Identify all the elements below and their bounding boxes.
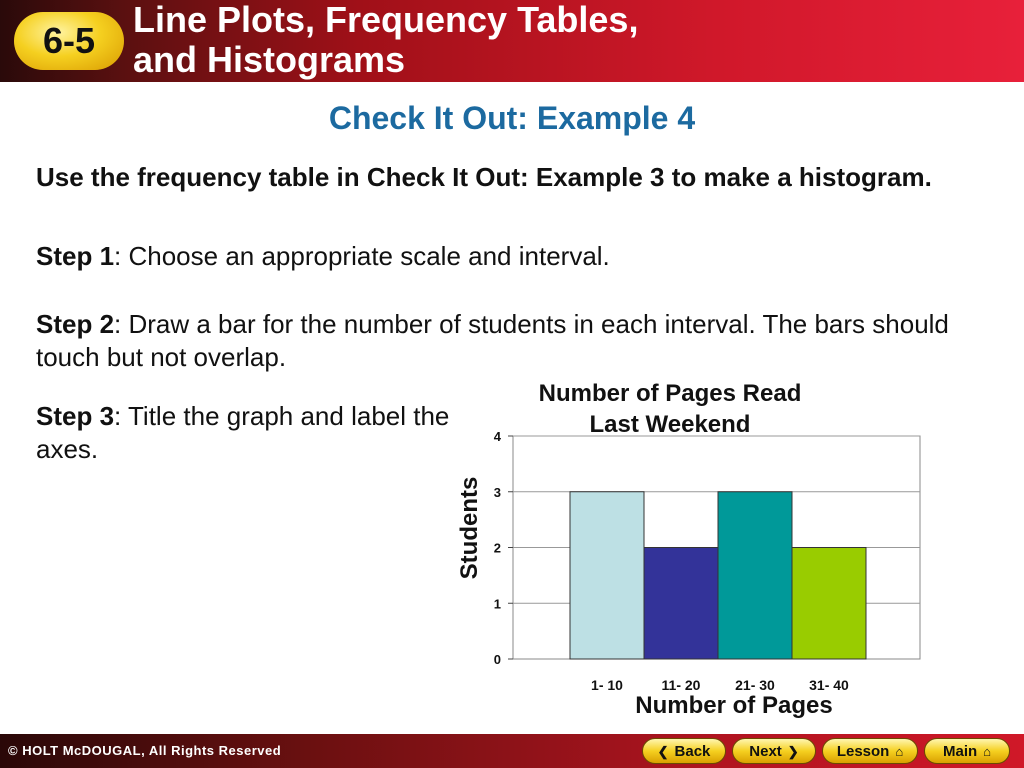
histogram-bar <box>792 548 866 660</box>
histogram-bar <box>718 492 792 659</box>
step-2-text: : Draw a bar for the number of students in each interval. The bars should touch but not overlap. <box>36 309 949 372</box>
next-button[interactable] <box>732 738 816 764</box>
y-tick-label: 2 <box>493 540 501 556</box>
step-1-label: Step 1 <box>36 241 115 271</box>
step-3-text: : Title the graph and label the axes. <box>36 401 450 464</box>
lesson-title <box>133 0 1013 80</box>
histogram-bar <box>644 548 718 660</box>
y-tick-label: 3 <box>493 484 501 500</box>
next-button-label: Next <box>749 742 782 760</box>
x-tick-label: 31- 40 <box>809 677 849 693</box>
step-1 <box>36 240 996 273</box>
step-2 <box>36 308 996 374</box>
back-button[interactable] <box>642 738 726 764</box>
chevron-right-icon: ❯ <box>787 743 799 759</box>
chevron-left-icon: ❮ <box>657 743 669 759</box>
intro-text: Use the frequency table in Check It Out: Example 3 to make a histogram. <box>36 162 932 192</box>
x-tick-label: 21- 30 <box>735 677 775 693</box>
histogram-bar <box>570 492 644 659</box>
home-icon: ⌂ <box>983 743 992 759</box>
copyright-text: © HOLT McDOUGAL, All Rights Reserved <box>8 743 282 758</box>
main-button-label: Main <box>942 742 978 760</box>
lesson-title-line2: and Histograms <box>133 39 406 80</box>
x-tick-label: 1- 10 <box>591 677 623 693</box>
y-tick-label: 4 <box>493 429 501 444</box>
y-tick-label: 0 <box>493 652 501 667</box>
lesson-button-label: Lesson <box>836 742 890 760</box>
step-3-label: Step 3 <box>36 401 115 431</box>
lesson-number-badge: 6-5 <box>14 12 124 70</box>
y-axis-label: Students <box>456 476 483 580</box>
step-1-text: : Choose an appropriate scale and interval. <box>114 241 610 271</box>
header-banner <box>0 0 1024 82</box>
y-tick-label: 1 <box>493 596 501 612</box>
home-icon: ⌂ <box>895 743 904 759</box>
lesson-title-line1: Line Plots, Frequency Tables, <box>133 0 639 40</box>
x-tick-label: 11- 20 <box>661 677 701 693</box>
lesson-button[interactable] <box>822 738 918 764</box>
back-button-label: Back <box>674 742 711 760</box>
main-button[interactable] <box>924 738 1010 764</box>
histogram-chart <box>440 378 940 723</box>
step-2-label: Step 2 <box>36 309 115 339</box>
slide-subtitle: Check It Out: Example 4 <box>328 100 696 136</box>
footer-bar <box>0 734 1024 768</box>
step-3 <box>36 400 456 466</box>
x-axis-label: Number of Pages <box>635 692 833 719</box>
chart-title: Number of Pages Read Last Weekend <box>538 380 802 438</box>
